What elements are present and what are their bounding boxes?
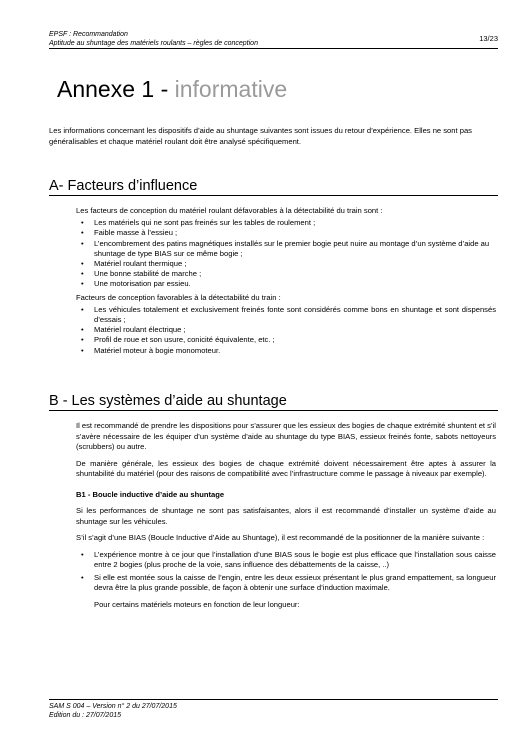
list-item: • Matériel moteur à bogie monomoteur. — [76, 346, 496, 356]
section-b-body — [76, 421, 496, 616]
annex-title-sub: informative — [174, 76, 288, 102]
favorable-intro: Facteurs de conception favorables à la détectabilité du train : — [76, 292, 281, 302]
favorable-list — [76, 305, 496, 356]
list-item: • Les véhicules totalement et exclusivement freinés fonte sont considérés comme bons en shuntage et sont dispensés d’essais ; — [76, 305, 496, 325]
header-line-2: Aptitude au shuntage des matériels roulants – règles de conception — [49, 40, 258, 47]
section-a-divider — [49, 195, 498, 196]
footer-line-2: Edition du : 27/07/2015 — [49, 712, 122, 719]
unfavorable-list — [76, 218, 496, 289]
list-item: • Matériel roulant thermique ; — [76, 259, 496, 269]
b1-paragraph-2: S’il s’agit d’une BIAS (Boucle Inductive d’Aide au Shuntage), il est recommandé de la positionner de la manière suivante : — [76, 533, 485, 542]
intro-paragraph: Les informations concernant les dispositifs d’aide au shuntage suivantes sont issues du retour d’expérience. Elles ne sont pas généralisables et chaque matériel roulant doit être analysé spécifiquement. — [49, 126, 472, 146]
list-item: • Une motorisation par essieu. — [76, 279, 496, 289]
list-item: • L’encombrement des patins magnétiques installés sur le premier bogie peut nuire au montage d’un système d’aide au shuntage de type BIAS sur ce même bogie ; — [76, 239, 496, 259]
annex-title — [57, 74, 287, 104]
b1-paragraph-3: Pour certains matériels moteurs en fonction de leur longueur: — [94, 599, 300, 609]
header-line-1: EPSF : Recommandation — [49, 31, 128, 38]
list-item: • L’expérience montre à ce jour que l’installation d’une BIAS sous le bogie est plus efficace que l’installation sous caisse entre 2 bogies (plus proche de la voie, sans influence des débattements de la caisse, ..) — [76, 550, 496, 571]
section-a-title: A- Facteurs d’influence — [49, 178, 198, 194]
annex-title-main: Annexe 1 - — [57, 76, 175, 102]
page-header — [49, 30, 498, 48]
b1-subheading: B1 - Boucle inductive d’aide au shuntage — [76, 489, 225, 499]
unfavorable-intro: Les facteurs de conception du matériel roulant défavorables à la détectabilité du train sont : — [76, 206, 383, 215]
b1-paragraph-1: Si les performances de shuntage ne sont pas satisfaisantes, alors il est recommandé d’installer un système d’aide au shuntage sur les véhicules. — [76, 506, 496, 526]
list-item: • Matériel roulant électrique ; — [76, 325, 496, 335]
list-item: • Une bonne stabilité de marche ; — [76, 269, 496, 279]
section-b-paragraph-2: De manière générale, les essieux des bogies de chaque extrémité doivent nécessairement être aptes à assurer la shuntabilité du matériel (pour des raisons de compatibilité avec l’infrastructure comme le passage à niveaux par exemple). — [76, 458, 496, 478]
list-item: • Si elle est montée sous la caisse de l’engin, entre les deux essieux présentant le plus grand empattement, sa longueur devra être la plus grande possible, de façon à obtenir une surface d’induction maximale. — [76, 573, 496, 594]
footer-line-1: SAM S 004 – Version n° 2 du 27/07/2015 — [49, 703, 177, 710]
list-item: • Faible masse à l’essieu ; — [76, 228, 496, 238]
page-number: 13/23 — [479, 34, 498, 43]
b1-bullet-list — [76, 550, 496, 594]
header-divider — [49, 48, 498, 49]
list-item: • Les matériels qui ne sont pas freinés sur les tables de roulement ; — [76, 218, 496, 228]
footer-divider — [49, 699, 498, 700]
section-a-body — [76, 206, 496, 359]
page-footer — [49, 702, 177, 720]
list-item: • Profil de roue et son usure, conicité équivalente, etc. ; — [76, 335, 496, 345]
section-b-divider — [49, 410, 498, 411]
section-b-title: B - Les systèmes d’aide au shuntage — [49, 393, 287, 409]
section-b-paragraph-1: Il est recommandé de prendre les dispositions pour s’assurer que les essieux des bogies de chaque extrémité shuntent et s’il s’avère nécessaire de les équiper d’un système d’aide au shuntage du type BIAS, essieux freinés fonte, sabots nettoyeurs (scrubbers) ou autre. — [76, 421, 496, 451]
